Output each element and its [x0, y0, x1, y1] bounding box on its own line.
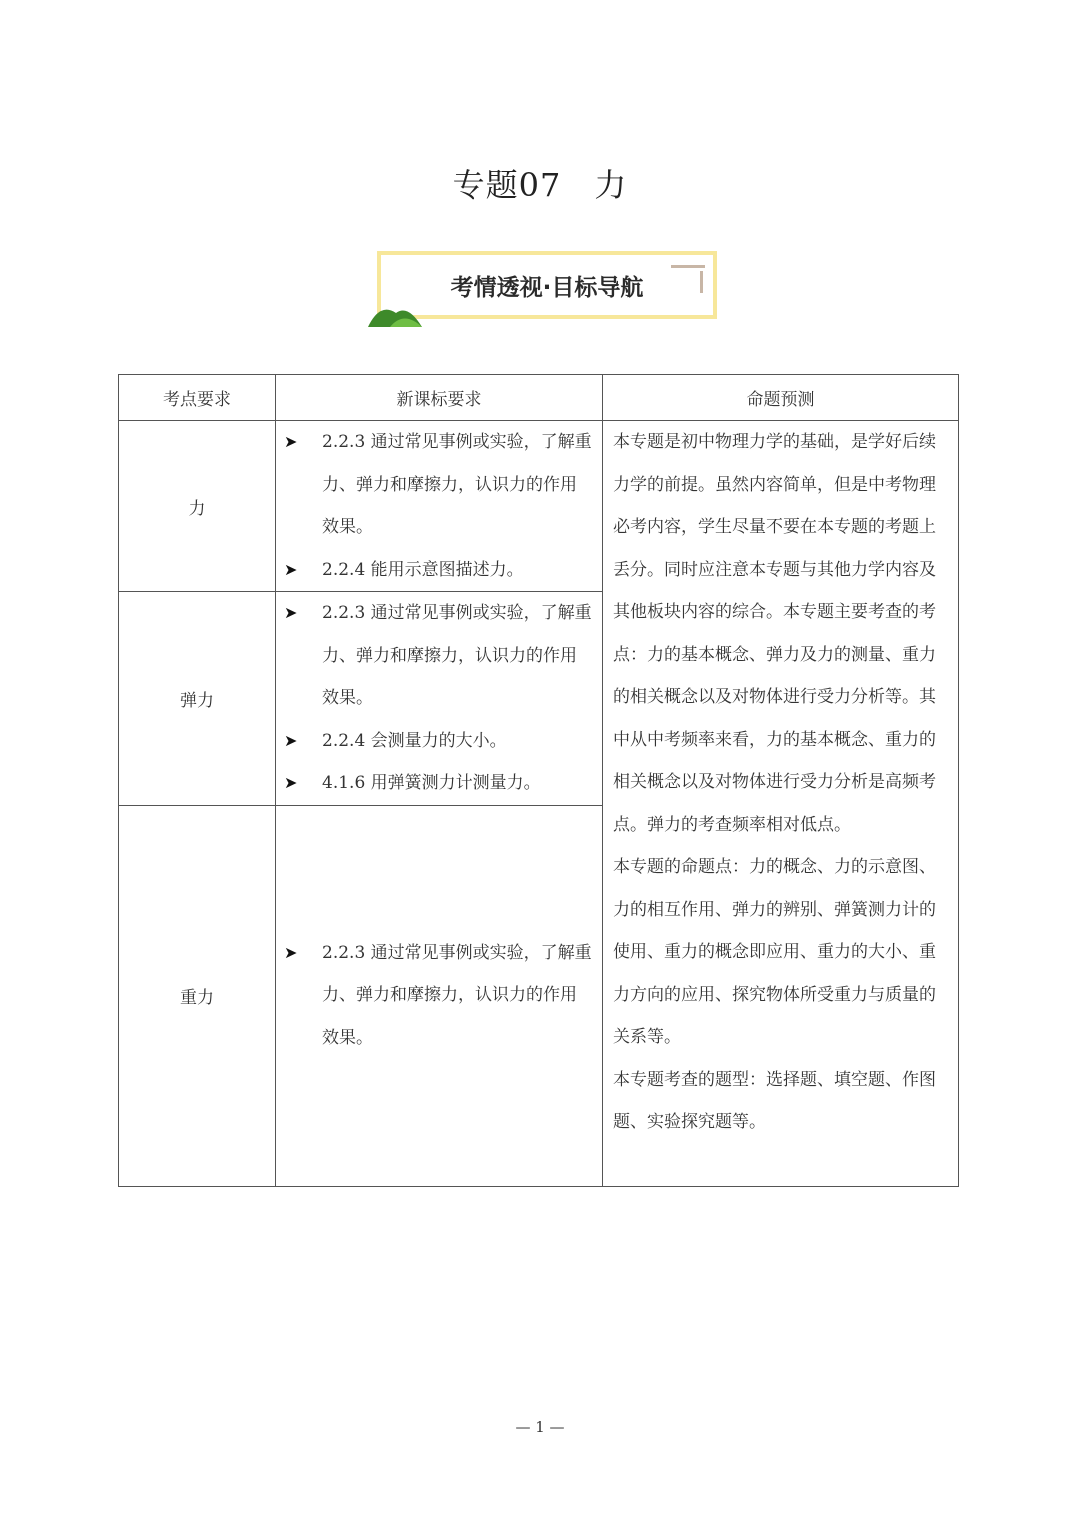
section-banner	[377, 251, 717, 319]
prediction-paragraph: 本专题考查的题型：选择题、填空题、作图题、实验探究题等。	[613, 1069, 936, 1132]
requirements-table	[118, 374, 959, 1187]
header-curriculum: 新课标要求	[276, 375, 603, 421]
standards-cell	[276, 592, 603, 806]
page-title: 专题07 力	[452, 166, 628, 204]
standards-cell	[276, 805, 603, 1186]
standards-cell	[276, 421, 603, 592]
standard-item: ➤ 2.2.4 会测量力的大小。	[284, 720, 592, 763]
standard-item: ➤ 4.1.6 用弹簧测力计测量力。	[284, 762, 592, 805]
prediction-paragraph: 本专题的命题点：力的概念、力的示意图、力的相互作用、弹力的辨别、弹簧测力计的使用、重力的概念即应用、重力的大小、重力方向的应用、探究物体所受重力与质量的关系等。	[613, 857, 936, 1047]
arrow-bullet-icon: ➤	[284, 773, 298, 792]
arrow-bullet-icon: ➤	[284, 603, 298, 622]
banner-decoration	[700, 271, 703, 293]
banner-decoration	[671, 265, 705, 268]
category-gravity: 重力	[119, 805, 276, 1186]
standard-item: ➤ 2.2.3 通过常见事例或实验，了解重力、弹力和摩擦力，认识力的作用效果。	[284, 932, 592, 1060]
arrow-bullet-icon: ➤	[284, 559, 298, 579]
arrow-bullet-icon: ➤	[284, 432, 298, 451]
prediction-paragraph: 本专题是初中物理力学的基础，是学好后续力学的前提。虽然内容简单，但是中考物理必考内容，学生尽量不要在本专题的考题上丢分。同时应注意本专题与其他力学内容及其他板块内容的综合。本专题主要考查的考点：力的基本概念、弹力及力的测量、重力的相关概念以及对物体进行受力分析等。其中从中考频率来看，力的基本概念、重力的相关概念以及对物体进行受力分析是高频考点。弹力的考查频率相对低点。	[613, 432, 936, 835]
arrow-bullet-icon: ➤	[284, 730, 298, 750]
standard-item: ➤ 2.2.3 通过常见事例或实验，了解重力、弹力和摩擦力，认识力的作用效果。	[284, 592, 592, 720]
page-number: — 1 —	[515, 1418, 565, 1436]
arrow-bullet-icon: ➤	[284, 942, 298, 962]
prediction-cell	[603, 421, 959, 1187]
category-elastic-force: 弹力	[119, 592, 276, 806]
standard-item: ➤ 2.2.3 通过常见事例或实验，了解重力、弹力和摩擦力，认识力的作用效果。	[284, 421, 592, 549]
header-exam-points: 考点要求	[119, 375, 276, 421]
table-header-row	[119, 375, 959, 421]
banner-title: 考情透视·目标导航	[450, 274, 644, 301]
standard-item: ➤ 2.2.4 能用示意图描述力。	[284, 549, 592, 592]
header-prediction: 命题预测	[603, 375, 959, 421]
table-row	[119, 421, 959, 592]
category-force: 力	[119, 421, 276, 592]
hills-icon	[366, 298, 426, 328]
